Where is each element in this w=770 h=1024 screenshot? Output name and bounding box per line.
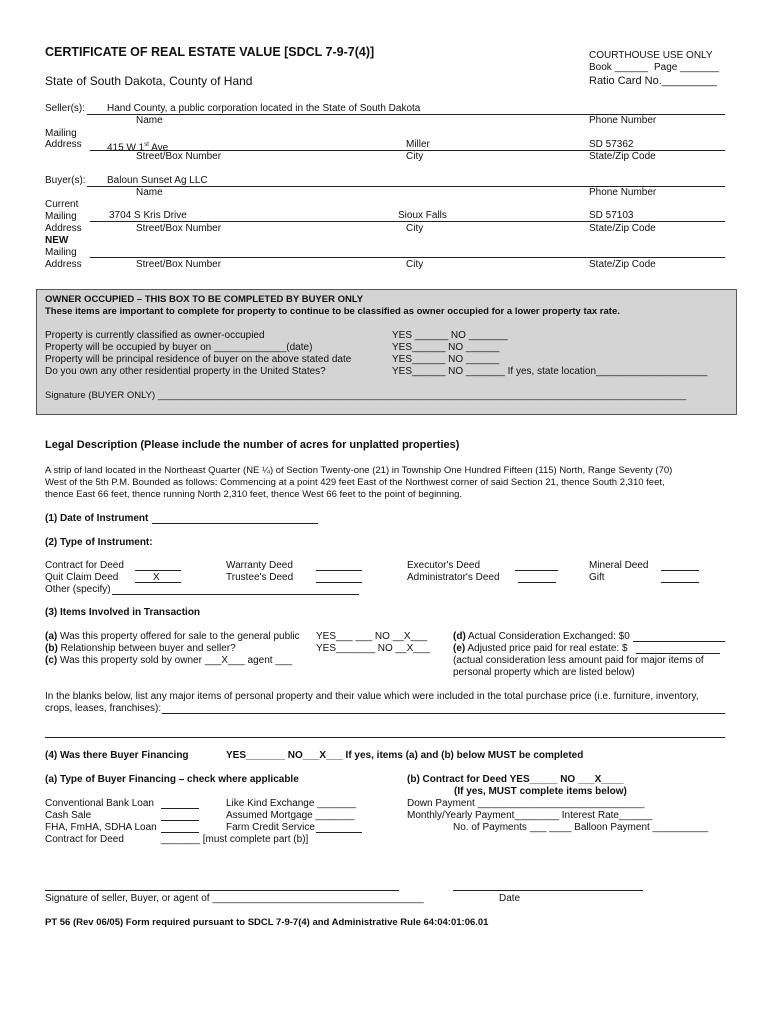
like-kind-exchange[interactable]: Like Kind Exchange _______ xyxy=(226,798,357,809)
seller-address-label: Address xyxy=(45,139,82,150)
items-involved-heading: (3) Items Involved in Transaction xyxy=(45,607,201,618)
seller-label: Seller(s): xyxy=(45,103,86,114)
form-footer: PT 56 (Rev 06/05) Form required pursuant to SDCL 7-9-7(4) and Administrative Rule 64:04:01:06.01 xyxy=(45,917,489,928)
question-d: (d) Actual Consideration Exchanged: $0 xyxy=(453,631,630,642)
warranty-deed-field[interactable] xyxy=(316,559,362,571)
number-of-payments-field[interactable]: No. of Payments ___ ____ Balloon Payment __________ xyxy=(453,822,709,833)
owner-q3: Property will be principal residence of buyer on the above stated date xyxy=(45,354,352,365)
date-of-instrument-field[interactable] xyxy=(152,512,318,524)
e-note-2: personal property which are listed below) xyxy=(453,667,635,678)
answer-a[interactable]: YES___ ___ NO __X___ xyxy=(316,631,428,642)
contract-for-deed-note[interactable]: _______ [must complete part (b)] xyxy=(161,834,309,845)
gift-field[interactable] xyxy=(661,571,699,583)
seller-mailing-label: Mailing xyxy=(45,128,77,139)
gift-label: Gift xyxy=(589,572,605,583)
new-address-line[interactable] xyxy=(90,257,725,258)
seller-city: Miller xyxy=(406,139,430,150)
question-a: (a) Was this property offered for sale to the general public xyxy=(45,631,300,642)
signature-line[interactable] xyxy=(45,890,399,891)
owner-a3[interactable]: YES______ NO ______ xyxy=(392,354,500,365)
buyer-statezip: SD 57103 xyxy=(589,210,634,221)
buyer-mailing-label: Mailing xyxy=(45,211,77,222)
trustees-deed-label: Trustee's Deed xyxy=(226,572,294,583)
courthouse-label: COURTHOUSE USE ONLY xyxy=(589,50,713,61)
signature-label: Signature of seller, Buyer, or agent of ______________________________________ xyxy=(45,893,424,904)
buyer-city: Sioux Falls xyxy=(398,210,447,221)
state-county: State of South Dakota, County of Hand xyxy=(45,74,253,88)
buyer-label: Buyer(s): xyxy=(45,175,86,186)
buyer-street-caption: Street/Box Number xyxy=(136,223,222,234)
date-of-instrument-label: (1) Date of Instrument xyxy=(45,513,149,524)
buyer-signature-field[interactable]: Signature (BUYER ONLY) ____________________________________________________________________________________________________ xyxy=(45,390,687,401)
buyer-city-caption: City xyxy=(406,223,424,234)
book-field[interactable]: Book ______ xyxy=(589,62,648,73)
buyer-name-caption: Name xyxy=(136,187,163,198)
contract-for-deed-label: Contract for Deed xyxy=(45,560,124,571)
owner-q1: Property is currently classified as owner-occupied xyxy=(45,330,265,341)
new-address-label: Address xyxy=(45,259,82,270)
owner-heading: OWNER OCCUPIED – THIS BOX TO BE COMPLETED BY BUYER ONLY xyxy=(45,294,364,305)
type-of-instrument-label: (2) Type of Instrument: xyxy=(45,537,153,548)
adjusted-price-field[interactable] xyxy=(636,642,720,654)
ratio-card-field[interactable]: Ratio Card No._________ xyxy=(589,75,717,87)
contract-for-deed-subheading: (If yes, MUST complete items below) xyxy=(454,786,627,797)
owner-a4[interactable]: YES______ NO _______ If yes, state location____________________ xyxy=(392,366,708,377)
personal-property-line-2[interactable] xyxy=(45,737,725,738)
date-line[interactable] xyxy=(453,890,643,891)
quit-claim-mark: X xyxy=(153,572,160,583)
owner-subheading: These items are important to complete for property to continue to be classified as owner occupied for a lower property tax rate. xyxy=(45,306,620,317)
question-b: (b) Relationship between buyer and seller? xyxy=(45,643,236,654)
fha-loan-label: FHA, FmHA, SDHA Loan xyxy=(45,822,157,833)
legal-line-1: A strip of land located in the Northeast Quarter (NE ¼) of Section Twenty-one (21) in Township One Hundred Fifteen (115) North, Range Seventy (70) xyxy=(45,465,673,476)
trustees-deed-field[interactable] xyxy=(316,571,362,583)
seller-statezip-caption: State/Zip Code xyxy=(589,151,656,162)
executors-deed-label: Executor's Deed xyxy=(407,560,481,571)
form-title: CERTIFICATE OF REAL ESTATE VALUE [SDCL 7-9-7(4)] xyxy=(45,45,375,59)
new-label: NEW xyxy=(45,235,69,246)
farm-credit-label: Farm Credit Service xyxy=(226,822,315,833)
down-payment-field[interactable]: Down Payment ______________________________ xyxy=(407,798,645,809)
cash-sale-label: Cash Sale xyxy=(45,810,92,821)
actual-consideration-field[interactable] xyxy=(633,630,725,642)
e-note-1: (actual consideration less amount paid for major items of xyxy=(453,655,704,666)
contract-for-deed-heading[interactable]: (b) Contract for Deed YES_____ NO ___X____ xyxy=(407,774,624,785)
buyer-current-label: Current xyxy=(45,199,79,210)
mineral-deed-label: Mineral Deed xyxy=(589,560,649,571)
administrators-deed-field[interactable] xyxy=(518,571,556,583)
contract-for-deed-financing-label: Contract for Deed xyxy=(45,834,124,845)
question-c[interactable]: (c) Was this property sold by owner ___X___ agent ___ xyxy=(45,655,293,666)
personal-property-text-2: crops, leases, franchises): xyxy=(45,703,162,714)
buyer-financing-answer[interactable]: YES_______ NO___X___ If yes, items (a) and (b) below MUST be completed xyxy=(226,750,584,761)
legal-line-2: West of the 5th P.M. Bounded as follows: Commencing at a point 429 feet East of the Northwest corner of said Section 21, thence South 2,310 feet, xyxy=(45,477,665,488)
quit-claim-deed-label: Quit Claim Deed xyxy=(45,572,119,583)
owner-q2: Property will be occupied by buyer on _____________(date) xyxy=(45,342,313,353)
fha-loan-field[interactable] xyxy=(161,821,199,833)
seller-statezip: SD 57362 xyxy=(589,139,634,150)
answer-b[interactable]: YES_______ NO __X___ xyxy=(316,643,430,654)
administrators-deed-label: Administrator's Deed xyxy=(407,572,500,583)
seller-street: 415 W 1st Ave xyxy=(107,142,169,154)
new-street-caption: Street/Box Number xyxy=(136,259,222,270)
buyer-statezip-caption: State/Zip Code xyxy=(589,223,656,234)
personal-property-line-1[interactable] xyxy=(162,713,725,714)
personal-property-text-1: In the blanks below, list any major items of personal property and their value which were included in the total purchase price (i.e. furniture, inventory, xyxy=(45,691,699,702)
farm-credit-field[interactable] xyxy=(316,821,362,833)
conventional-loan-label: Conventional Bank Loan xyxy=(45,798,154,809)
date-label: Date xyxy=(499,893,521,904)
owner-a1[interactable]: YES ______ NO _______ xyxy=(392,330,508,341)
buyer-phone-caption: Phone Number xyxy=(589,187,657,198)
monthly-payment-field[interactable]: Monthly/Yearly Payment________ Interest Rate______ xyxy=(407,810,653,821)
warranty-deed-label: Warranty Deed xyxy=(226,560,293,571)
other-field[interactable] xyxy=(112,583,359,595)
cash-sale-field[interactable] xyxy=(161,809,199,821)
seller-street-caption: Street/Box Number xyxy=(136,151,222,162)
seller-name-caption: Name xyxy=(136,115,163,126)
owner-q4: Do you own any other residential property in the United States? xyxy=(45,366,326,377)
buyer-address-label: Address xyxy=(45,223,82,234)
seller-name: Hand County, a public corporation located in the State of South Dakota xyxy=(107,103,421,114)
owner-a2[interactable]: YES______ NO ______ xyxy=(392,342,500,353)
legal-heading: Legal Description (Please include the number of acres for unplatted properties) xyxy=(45,439,460,451)
seller-phone-caption: Phone Number xyxy=(589,115,657,126)
executors-deed-field[interactable] xyxy=(515,559,558,571)
conventional-loan-field[interactable] xyxy=(161,797,199,809)
buyer-financing-label: (4) Was there Buyer Financing xyxy=(45,750,189,761)
other-label: Other (specify) xyxy=(45,584,111,595)
contract-for-deed-field[interactable] xyxy=(135,559,181,571)
assumed-mortgage[interactable]: Assumed Mortgage _______ xyxy=(226,810,355,821)
mineral-deed-field[interactable] xyxy=(661,559,699,571)
page-field[interactable]: Page _______ xyxy=(654,62,720,73)
legal-line-3: thence East 66 feet, thence running North 2,310 feet, thence West 66 feet to the point of beginning. xyxy=(45,489,463,500)
financing-type-heading: (a) Type of Buyer Financing – check where applicable xyxy=(45,774,299,785)
question-e: (e) Adjusted price paid for real estate: $ xyxy=(453,643,628,654)
new-mailing-label: Mailing xyxy=(45,247,77,258)
new-city-caption: City xyxy=(406,259,424,270)
buyer-street: 3704 S Kris Drive xyxy=(109,210,187,221)
seller-city-caption: City xyxy=(406,151,424,162)
new-statezip-caption: State/Zip Code xyxy=(589,259,656,270)
buyer-name: Baloun Sunset Ag LLC xyxy=(107,175,208,186)
